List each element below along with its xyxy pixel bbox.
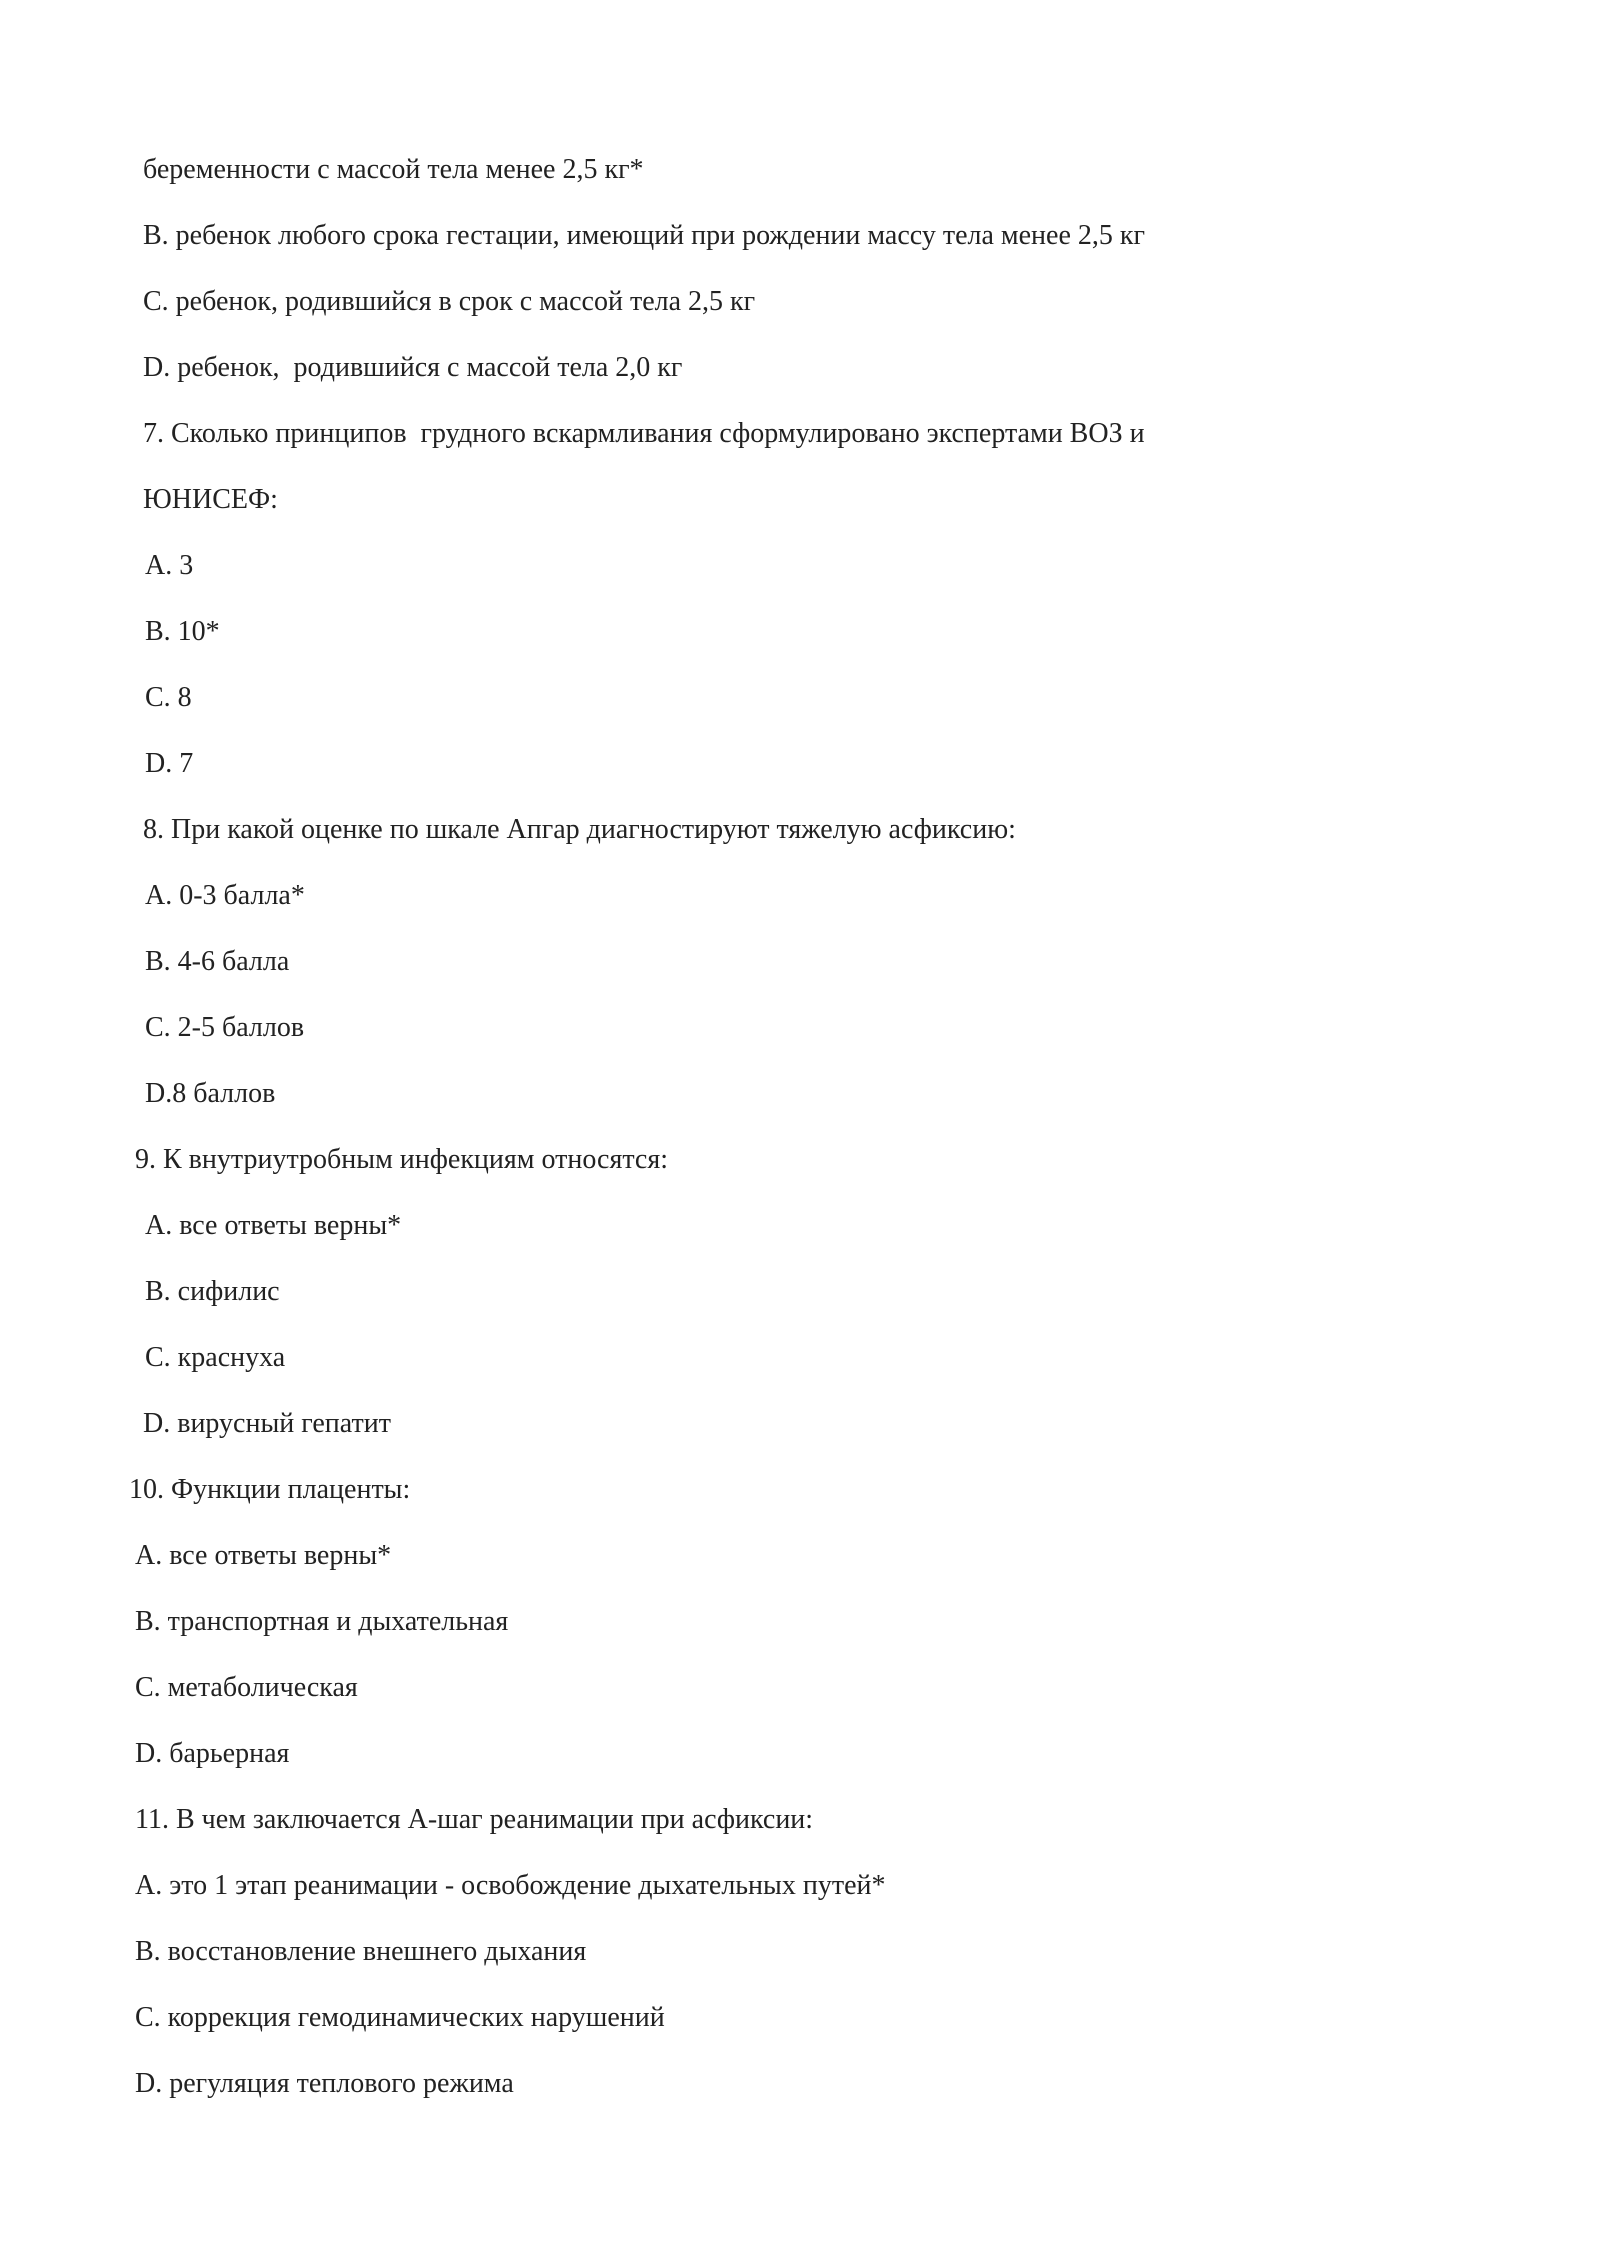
answer-option: C. метаболическая	[135, 1672, 358, 1703]
answer-option: C. краснуха	[145, 1342, 286, 1373]
answer-option: B. 10*	[145, 616, 220, 647]
answer-option: A. все ответы верны*	[135, 1540, 392, 1571]
answer-option: D. 7	[145, 748, 194, 779]
answer-option: B. восстановление внешнего дыхания	[135, 1936, 587, 1967]
answer-option: C. 2-5 баллов	[145, 1012, 305, 1043]
answer-option: A. это 1 этап реанимации - освобождение дыхательных путей*	[135, 1870, 886, 1901]
answer-option: D.8 баллов	[145, 1078, 276, 1109]
question-8: 8. При какой оценке по шкале Апгар диагностируют тяжелую асфиксию:	[143, 814, 1016, 845]
answer-option: D. ребенок, родившийся с массой тела 2,0 кг	[143, 352, 683, 383]
answer-option: C. 8	[145, 682, 192, 713]
answer-option: B. сифилис	[145, 1276, 280, 1307]
question-10: 10. Функции плаценты:	[129, 1474, 411, 1505]
answer-option: A. все ответы верны*	[145, 1210, 402, 1241]
answer-option: B. 4-6 балла	[145, 946, 290, 977]
answer-option: A. 3	[145, 550, 194, 581]
answer-option: C. коррекция гемодинамических нарушений	[135, 2002, 665, 2033]
question-7: 7. Сколько принципов грудного вскармливания сформулировано экспертами ВОЗ и	[143, 418, 1145, 449]
answer-option: C. ребенок, родившийся в срок с массой тела 2,5 кг	[143, 286, 756, 317]
text-line: беременности с массой тела менее 2,5 кг*	[143, 154, 644, 185]
answer-option: A. 0-3 балла*	[145, 880, 305, 911]
answer-option: D. регуляция теплового режима	[135, 2068, 514, 2099]
answer-option: B. ребенок любого срока гестации, имеющий при рождении массу тела менее 2,5 кг	[143, 220, 1145, 251]
answer-option: D. барьерная	[135, 1738, 290, 1769]
question-7-continued: ЮНИСЕФ:	[143, 484, 278, 515]
answer-option: B. транспортная и дыхательная	[135, 1606, 509, 1637]
answer-option: D. вирусный гепатит	[143, 1408, 391, 1439]
question-9: 9. К внутриутробным инфекциям относятся:	[135, 1144, 669, 1175]
question-11: 11. В чем заключается А-шаг реанимации при асфиксии:	[135, 1804, 814, 1835]
